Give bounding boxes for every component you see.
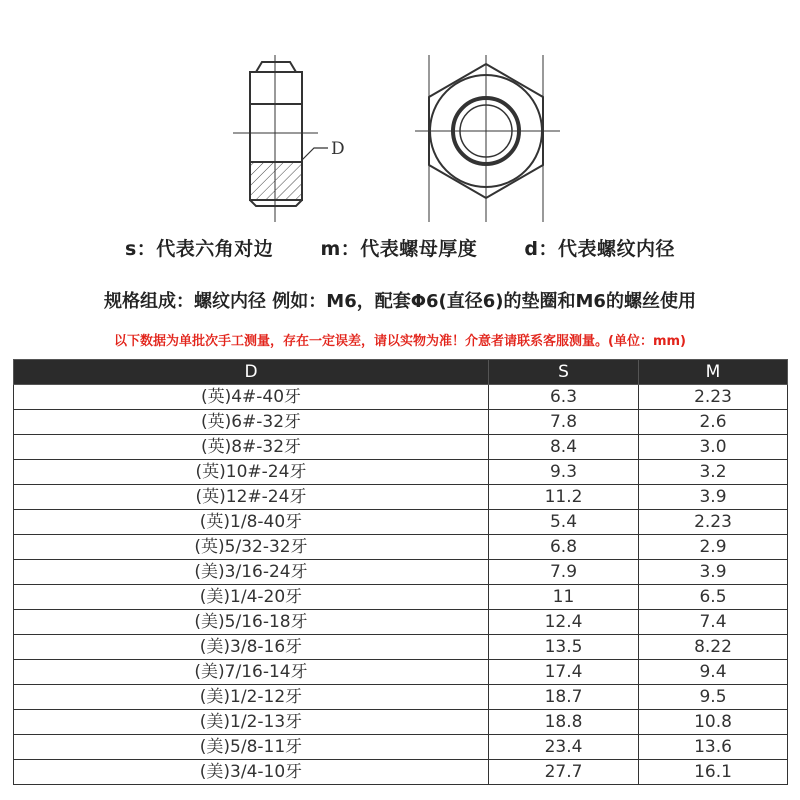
cell-s: 18.8 [489,710,639,735]
dimension-label-d: D [331,139,345,159]
cell-d: (美)5/8-11牙 [14,735,489,760]
header-d: D [14,360,489,385]
table-row [14,410,788,435]
cell-m: 7.4 [639,610,788,635]
cell-s: 6.8 [489,535,639,560]
cell-s: 11 [489,585,639,610]
cell-s: 6.3 [489,385,639,410]
cell-d: (英)6#-32牙 [14,410,489,435]
cell-d: (英)12#-24牙 [14,485,489,510]
table-header-row [14,360,788,385]
table-row [14,685,788,710]
cell-d: (英)1/8-40牙 [14,510,489,535]
legend-s: s：代表六角对边 [125,238,274,260]
cell-s: 11.2 [489,485,639,510]
header-s: S [489,360,639,385]
nut-side-view [233,55,328,222]
header-m: M [639,360,788,385]
cell-d: (美)3/8-16牙 [14,635,489,660]
cell-m: 2.23 [639,510,788,535]
measurement-note: 以下数据为单批次手工测量，存在一定误差，请以实物为准！介意者请联系客服测量。(单位：mm) [114,334,686,349]
size-table [13,359,788,785]
cell-s: 12.4 [489,610,639,635]
legend-m: m：代表螺母厚度 [320,238,478,260]
cell-s: 9.3 [489,460,639,485]
cell-m: 3.9 [639,560,788,585]
cell-d: (美)5/16-18牙 [14,610,489,635]
cell-d: (美)1/4-20牙 [14,585,489,610]
cell-s: 18.7 [489,685,639,710]
cell-m: 3.2 [639,460,788,485]
cell-m: 9.4 [639,660,788,685]
table-row [14,760,788,785]
cell-d: (美)1/2-12牙 [14,685,489,710]
nut-technical-drawing [0,0,800,230]
cell-m: 9.5 [639,685,788,710]
table-row [14,585,788,610]
cell-d: (美)1/2-13牙 [14,710,489,735]
cell-d: (英)10#-24牙 [14,460,489,485]
table-row [14,560,788,585]
table-row [14,735,788,760]
cell-d: (英)5/32-32牙 [14,535,489,560]
table-row [14,385,788,410]
table-row [14,535,788,560]
table-row [14,485,788,510]
table-row [14,710,788,735]
legend-d: d：代表螺纹内径 [524,238,675,260]
cell-s: 23.4 [489,735,639,760]
cell-s: 27.7 [489,760,639,785]
table-row [14,435,788,460]
cell-d: (美)3/16-24牙 [14,560,489,585]
cell-s: 8.4 [489,435,639,460]
cell-s: 5.4 [489,510,639,535]
cell-m: 3.0 [639,435,788,460]
cell-d: (英)8#-32牙 [14,435,489,460]
cell-m: 16.1 [639,760,788,785]
cell-m: 6.5 [639,585,788,610]
spec-description: 规格组成：螺纹内径 例如：M6，配套Φ6(直径6)的垫圈和M6的螺丝使用 [104,291,696,312]
cell-m: 3.9 [639,485,788,510]
cell-m: 13.6 [639,735,788,760]
table-row [14,660,788,685]
cell-m: 2.9 [639,535,788,560]
table-row [14,510,788,535]
cell-s: 17.4 [489,660,639,685]
table-row [14,635,788,660]
cell-d: (英)4#-40牙 [14,385,489,410]
cell-m: 2.23 [639,385,788,410]
cell-m: 8.22 [639,635,788,660]
table-row [14,610,788,635]
cell-m: 10.8 [639,710,788,735]
cell-d: (美)3/4-10牙 [14,760,489,785]
dimension-legend [0,234,800,261]
cell-s: 7.9 [489,560,639,585]
table-row [14,460,788,485]
cell-s: 7.8 [489,410,639,435]
nut-top-view [415,55,560,222]
cell-m: 2.6 [639,410,788,435]
cell-d: (美)7/16-14牙 [14,660,489,685]
cell-s: 13.5 [489,635,639,660]
